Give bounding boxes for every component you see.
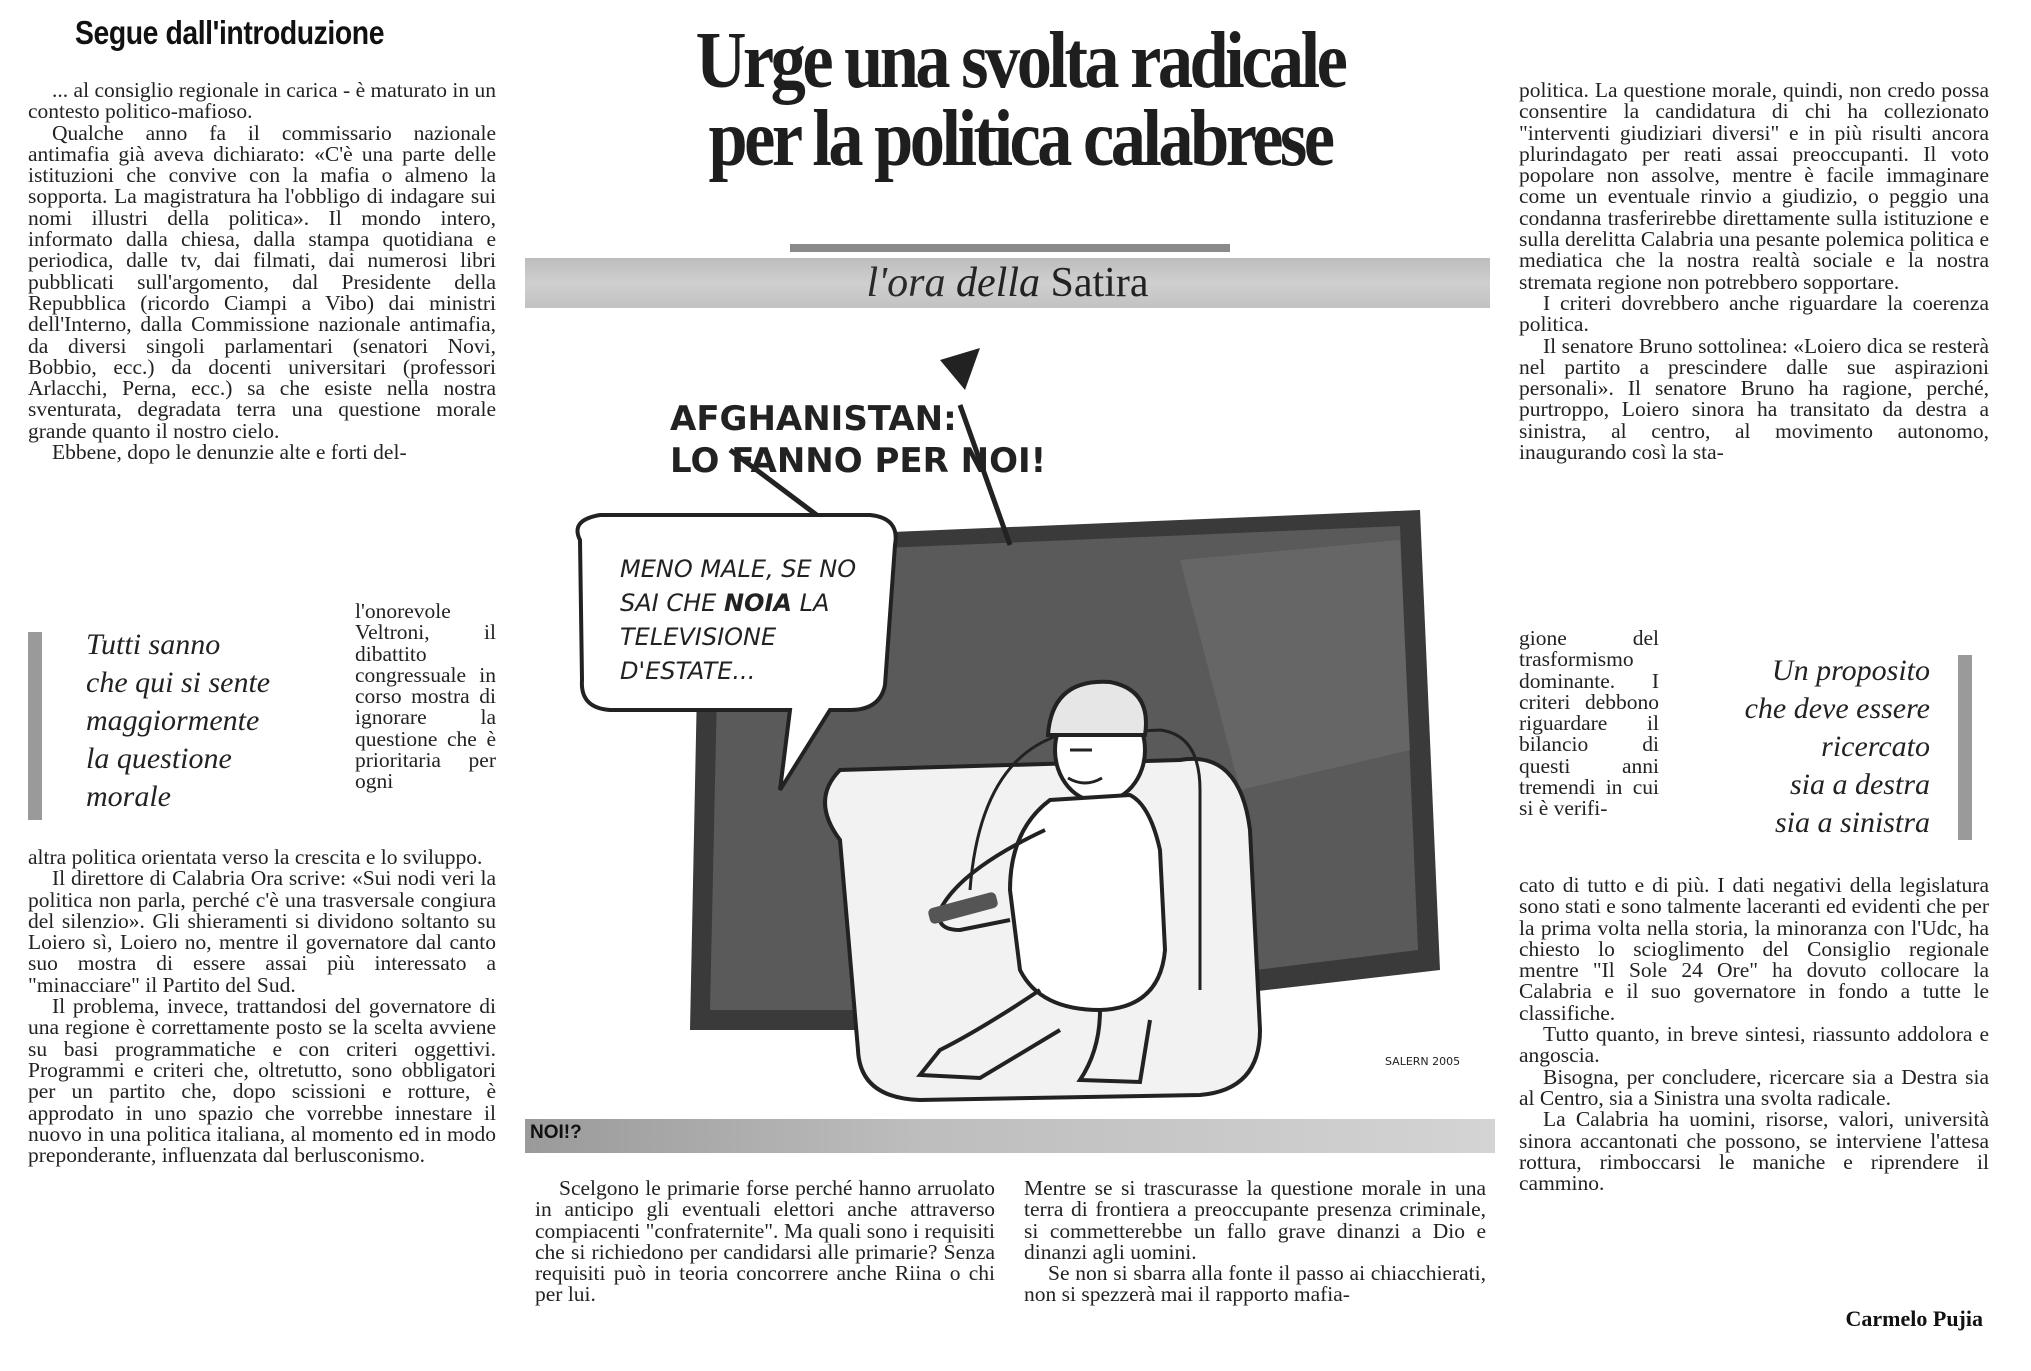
cartoon-title-bar xyxy=(525,1119,1495,1153)
rubric-prefix: l'ora xyxy=(866,260,946,306)
column-4 xyxy=(1519,80,1989,463)
bubble-line-2c: LA xyxy=(791,589,830,617)
section-kicker: Segue dall'introduzione xyxy=(75,14,385,51)
paragraph: l'onorevole Veltroni, il dibattito congressuale in corso mostra di ignorare la questione che è prioritaria per ogni xyxy=(355,599,496,794)
paragraph: Mentre se si trascurasse la questione morale in una terra di frontiera a preoccupante presenza criminale, si commetterebbe un fallo grave dinanzi a Dio e dinanzi agli uomini. xyxy=(1024,1176,1486,1264)
paragraph: politica. La questione morale, quindi, non credo possa consentire la candidatura di chi ha collezionato "interventi giudiziari diversi" e in più risulti ancora plurindagato per reati assai preoccupanti. Il voto popolare non assolve, mentre è facile immaginare come un eventuale rinvio a giudizio, o peggio una condanna trasferirebbe direttamente sulla istituzione e sulla derelitta Calabria una pesante polemica politica e mediatica che la nostra realtà sociale e la nostra stremata regione non potrebbero sopportare. xyxy=(1519,78,1989,294)
artist-signature: SALERN 2005 xyxy=(1385,1055,1461,1068)
paragraph: Il senatore Bruno sottolinea: «Loiero dica se resterà nel partito a prescindere dalle sue aspirazioni personali». Il senatore Bruno ha ragione, perché, purtroppo, Loiero sinora ha transitato da destra a sinistra, al centro, al movimento autonomo, inaugurando così la sta- xyxy=(1519,333,1989,465)
paragraph: Il direttore di Calabria Ora scrive: «Sui nodi veri la politica non parla, perché c'è una trasversale congiura del silenzio». Gli shieramenti si dividono soltanto su Loiero sì, Loiero no, mentre il governatore dal canto suo mostra di essere assai più interessato a "minacciare" il Partito del Sud. xyxy=(28,866,496,997)
pullquote-line: Un proposito xyxy=(1771,654,1930,687)
column-1-lower xyxy=(28,847,496,1166)
bubble-line-3: TELEVISIONE xyxy=(620,623,777,651)
tv-caption-line-1: AFGHANISTAN: xyxy=(670,399,957,439)
cartoon-title: NOI!? xyxy=(530,1122,582,1143)
pullquote-bar xyxy=(28,632,42,820)
paragraph: Qualche anno fa il commissario nazionale antimafia già aveva dichiarato: «C'è una parte delle istituzioni che convive con la mafia o almeno la sopporta. La magistratura ha l'obbligo di indagare sui nomi illustri della politica». Il mondo intero, informato dalla chiesa, dalla stampa quotidiana e periodica, dalle tv, dai filmati, dai numerosi libri pubblicati sull'argomento, dal Presidente della Repubblica (ricordo Ciampi a Vibo) dai ministri dell'Interno, dalla Commissione nazionale antimafia, da diversi singoli parlamentari (senatori Novi, Bobbio, ecc.) da docenti universitari (professori Arlacchi, Perna, ecc.) sa che esiste nella nostra sventurata, degradata terra una questione morale grande quanto il nostro cielo. xyxy=(28,120,496,443)
paragraph: Se non si sbarra alla fonte il passo ai chiacchierati, non si spezzerà mai il rapporto mafia- xyxy=(1024,1261,1486,1307)
pullquote-line: maggiormente xyxy=(86,704,260,737)
pullquote-right xyxy=(1690,652,1930,842)
column-1 xyxy=(28,80,496,463)
bubble-line-2b: NOIA xyxy=(723,589,792,617)
paragraph: Ebbene, dopo le denunzie alte e forti del- xyxy=(52,440,407,465)
bubble-line-2a: SAI CHE xyxy=(620,589,724,617)
paragraph: altra politica orientata verso la crescita e lo sviluppo. xyxy=(28,845,483,869)
paragraph: La Calabria ha uomini, risorse, valori, università sinora accantonati che possono, se interviene l'attesa rottura, rimboccarsi le maniche e riprendere il cammino. xyxy=(1519,1107,1989,1196)
tv-caption-line-2: LO FANNO PER NOI! xyxy=(670,441,1047,481)
rubric-suffix: Satira xyxy=(1050,260,1149,306)
pullquote-line: ricercato xyxy=(1821,730,1930,763)
column-3 xyxy=(1024,1178,1486,1306)
bubble-line-4: D'ESTATE... xyxy=(620,657,756,685)
pullquote-line: che qui si sente xyxy=(86,666,271,699)
pullquote-line: che deve essere xyxy=(1744,692,1930,725)
headline-line-2: per la politica calabrese xyxy=(708,95,1332,183)
pullquote-line: sia a sinistra xyxy=(1774,806,1930,839)
paragraph: I criteri dovrebbero anche riguardare la coerenza politica. xyxy=(1519,290,1989,337)
headline xyxy=(615,17,1425,183)
antenna-flag xyxy=(940,348,980,390)
pullquote-line: Tutti sanno xyxy=(86,628,221,661)
bubble-line-2 xyxy=(620,589,829,617)
pullquote-bar xyxy=(1958,655,1972,840)
headline-line-1: Urge una svolta radicale xyxy=(695,17,1345,105)
paragraph: ... al consiglio regionale in carica - è maturato in un contesto politico-mafioso. xyxy=(28,78,496,124)
paragraph: Il problema, invece, trattandosi del governatore di una regione è correttamente posto se la scelta avviene su basi programmatiche e con criteri oggettivi. Programmi e criteri che, oltretutto, sono obbligatori per un partito che, dopo scissioni e rotture, è approdato in uno spazio che vorrebbe innestare il nuovo in una politica italiana, al momento ed in modo preponderante, influenzata dal berlusconismo. xyxy=(28,994,496,1168)
pullquote-line: la questione xyxy=(86,742,232,775)
column-4-lower xyxy=(1519,875,1989,1194)
rubric-middle: della xyxy=(945,260,1051,306)
rubric-title xyxy=(525,258,1490,308)
column-2 xyxy=(535,1178,995,1306)
bubble-line-1: MENO MALE, SE NO xyxy=(620,555,857,583)
paragraph: Scelgono le primarie forse perché hanno arruolato in anticipo gli eventuali elettori anche attraverso compiacenti "confraternite". Ma quali sono i requisiti che si richiedono per candidarsi alle primarie? Senza requisiti può in teoria concorrere anche Riina o chi per lui. xyxy=(535,1176,995,1307)
paragraph: cato di tutto e di più. I dati negativi della legislatura sono stati e sono talmente laceranti ed evidenti che per la prima volta nella storia, la minoranza con l'Udc, ha chiesto lo scioglimento del Consiglio regionale mentre "Il Sole 24 Ore" ha dovuto collocare la Calabria e il suo governatore in fondo a tutte le classifiche. xyxy=(1519,873,1989,1025)
paragraph: Bisogna, per concludere, ricercare sia a Destra sia al Centro, sia a Sinistra una svolta radicale. xyxy=(1519,1064,1989,1110)
man-body xyxy=(1010,795,1165,1010)
pullquote-left xyxy=(86,626,346,816)
satirical-cartoon xyxy=(540,330,1500,1110)
column-4-narrow xyxy=(1519,628,1659,820)
pullquote-line: sia a destra xyxy=(1789,768,1930,801)
pullquote-line: morale xyxy=(86,780,171,813)
author-byline: Carmelo Pujia xyxy=(1845,1306,1983,1331)
paragraph: gione del trasformismo dominante. I criteri debbono riguardare il bilancio di questi anni tremendi in cui si è verifi- xyxy=(1519,626,1659,821)
paragraph: Tutto quanto, in breve sintesi, riassunto addolora e angoscia. xyxy=(1519,1022,1989,1068)
rubric-top-rule xyxy=(790,244,1230,252)
column-1-narrow xyxy=(355,601,496,793)
